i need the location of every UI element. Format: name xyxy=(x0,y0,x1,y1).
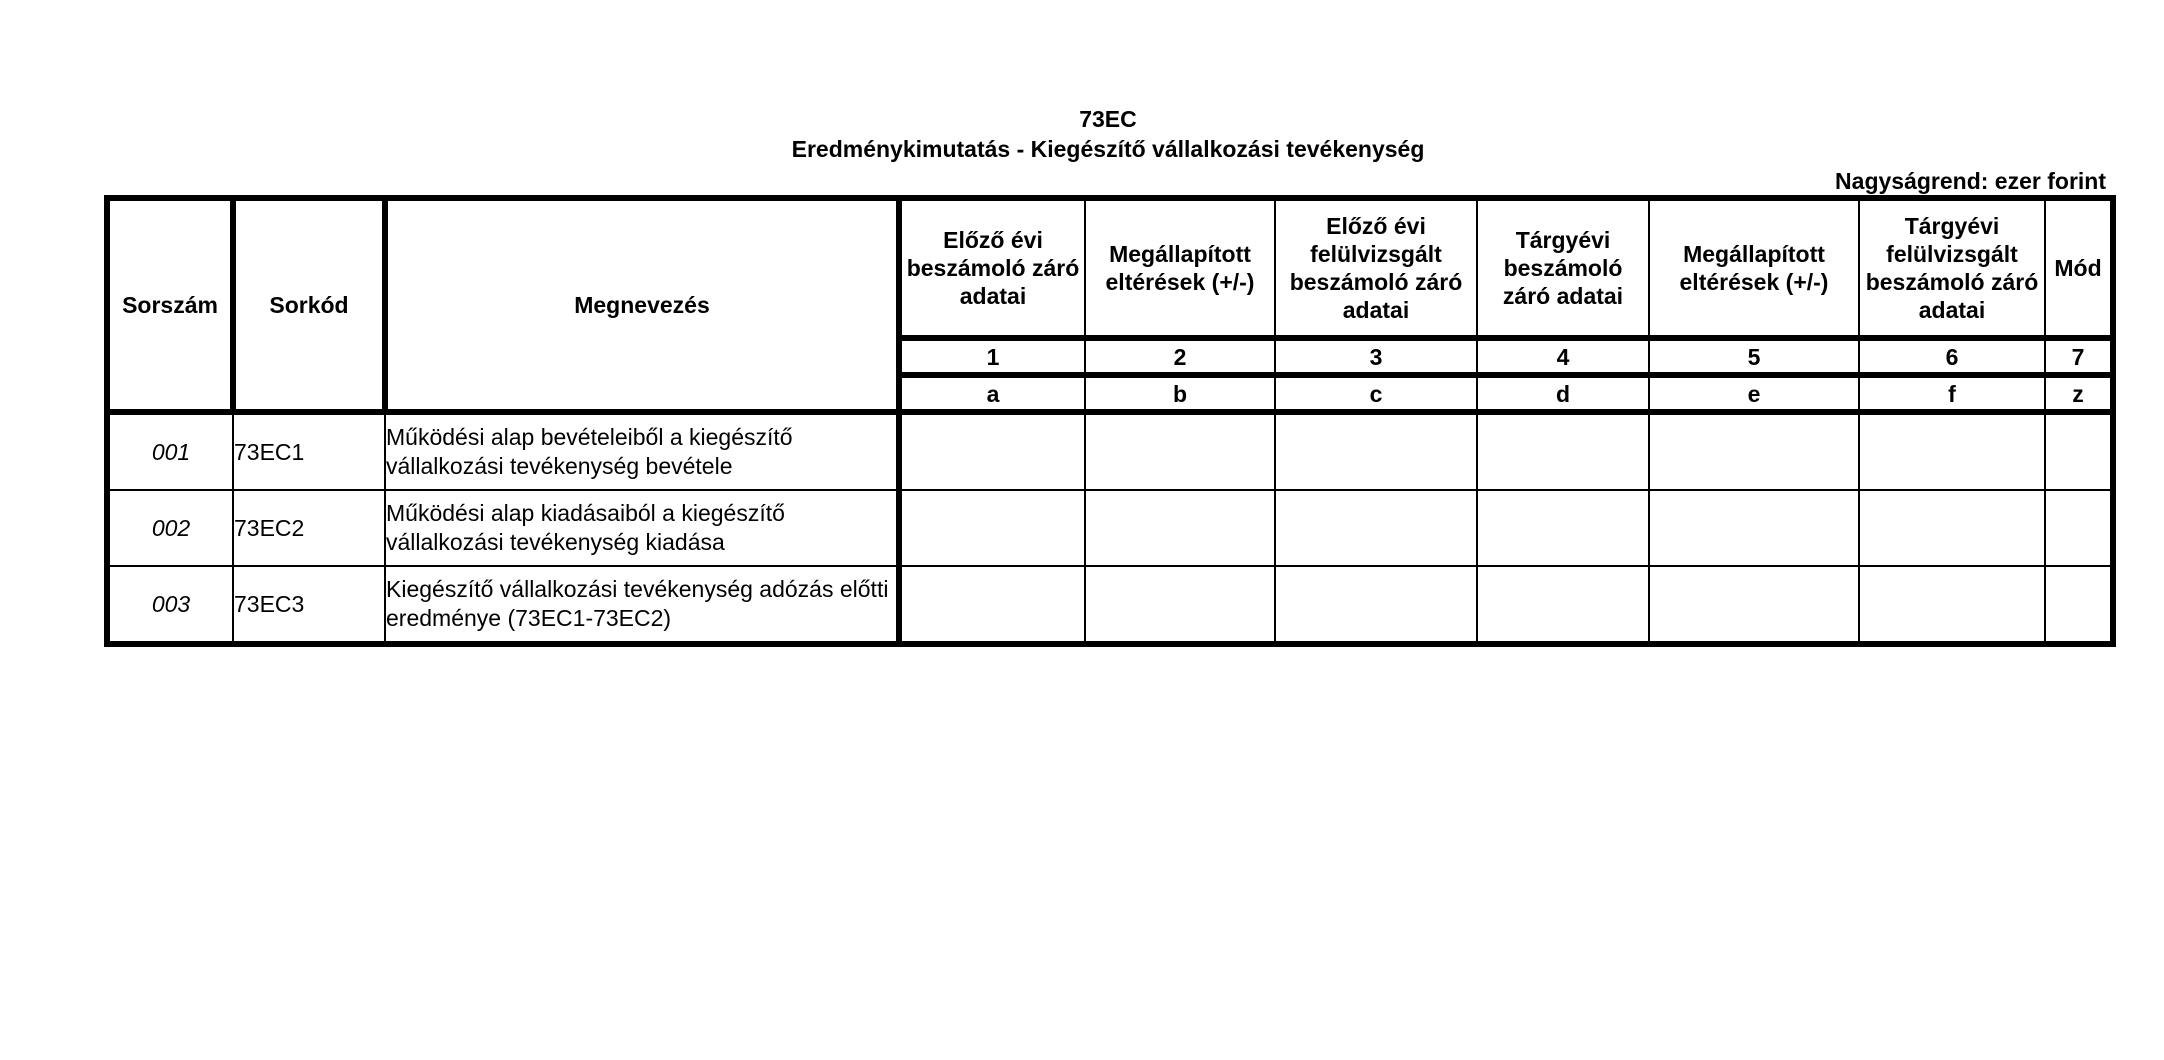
col-letter: e xyxy=(1649,375,1859,412)
value-cell-a[interactable] xyxy=(899,490,1085,566)
row-sorkod: 73EC3 xyxy=(233,566,385,644)
col-letter: b xyxy=(1085,375,1275,412)
value-cell-a[interactable] xyxy=(899,412,1085,490)
col-number: 4 xyxy=(1477,338,1649,375)
value-cell-c[interactable] xyxy=(1275,566,1477,644)
header-sorszam: Sorszám xyxy=(107,198,233,412)
row-sorszam: 001 xyxy=(107,412,233,490)
row-megnevezes: Kiegészítő vállalkozási tevékenység adózás előtti eredménye (73EC1-73EC2) xyxy=(385,566,899,644)
col-letter: c xyxy=(1275,375,1477,412)
row-sorszam: 002 xyxy=(107,490,233,566)
row-sorszam: 003 xyxy=(107,566,233,644)
header-col-1: Előző évi beszámoló záró adatai xyxy=(899,198,1085,338)
value-cell-b[interactable] xyxy=(1085,412,1275,490)
col-number: 6 xyxy=(1859,338,2045,375)
table-row xyxy=(107,490,2113,566)
value-cell-c[interactable] xyxy=(1275,412,1477,490)
table-row xyxy=(107,412,2113,490)
header-megnevezes: Megnevezés xyxy=(385,198,899,412)
value-cell-z[interactable] xyxy=(2045,490,2113,566)
row-megnevezes: Működési alap bevételeiből a kiegészítő vállalkozási tevékenység bevétele xyxy=(385,412,899,490)
value-cell-e[interactable] xyxy=(1649,412,1859,490)
col-letter: d xyxy=(1477,375,1649,412)
col-letter: z xyxy=(2045,375,2113,412)
form-title: Eredménykimutatás - Kiegészítő vállalkozási tevékenység xyxy=(791,136,1425,162)
unit-label: Nagyságrend: ezer forint xyxy=(1835,168,2106,194)
col-number: 1 xyxy=(899,338,1085,375)
col-number: 5 xyxy=(1649,338,1859,375)
form-code: 73EC xyxy=(1079,106,1137,132)
value-cell-z[interactable] xyxy=(2045,412,2113,490)
col-letter: a xyxy=(899,375,1085,412)
col-number: 3 xyxy=(1275,338,1477,375)
value-cell-f[interactable] xyxy=(1859,566,2045,644)
header-col-4: Tárgyévi beszámoló záró adatai xyxy=(1477,198,1649,338)
value-cell-f[interactable] xyxy=(1859,490,2045,566)
value-cell-d[interactable] xyxy=(1477,412,1649,490)
col-number: 7 xyxy=(2045,338,2113,375)
header-sorkod: Sorkód xyxy=(233,198,385,412)
header-col-7: Mód xyxy=(2045,198,2113,338)
header-col-5: Megállapított eltérések (+/-) xyxy=(1649,198,1859,338)
col-letter: f xyxy=(1859,375,2045,412)
value-cell-b[interactable] xyxy=(1085,566,1275,644)
header-col-6: Tárgyévi felülvizsgált beszámoló záró adatai xyxy=(1859,198,2045,338)
row-megnevezes: Működési alap kiadásaiból a kiegészítő vállalkozási tevékenység kiadása xyxy=(385,490,899,566)
value-cell-d[interactable] xyxy=(1477,566,1649,644)
value-cell-c[interactable] xyxy=(1275,490,1477,566)
header-col-2: Megállapított eltérések (+/-) xyxy=(1085,198,1275,338)
header-col-3: Előző évi felülvizsgált beszámoló záró adatai xyxy=(1275,198,1477,338)
value-cell-b[interactable] xyxy=(1085,490,1275,566)
row-sorkod: 73EC2 xyxy=(233,490,385,566)
row-sorkod: 73EC1 xyxy=(233,412,385,490)
table-row xyxy=(107,566,2113,644)
col-number: 2 xyxy=(1085,338,1275,375)
value-cell-z[interactable] xyxy=(2045,566,2113,644)
value-cell-f[interactable] xyxy=(1859,412,2045,490)
value-cell-e[interactable] xyxy=(1649,490,1859,566)
value-cell-e[interactable] xyxy=(1649,566,1859,644)
title-block xyxy=(0,104,2164,164)
value-cell-d[interactable] xyxy=(1477,490,1649,566)
value-cell-a[interactable] xyxy=(899,566,1085,644)
report-table xyxy=(104,195,2116,647)
